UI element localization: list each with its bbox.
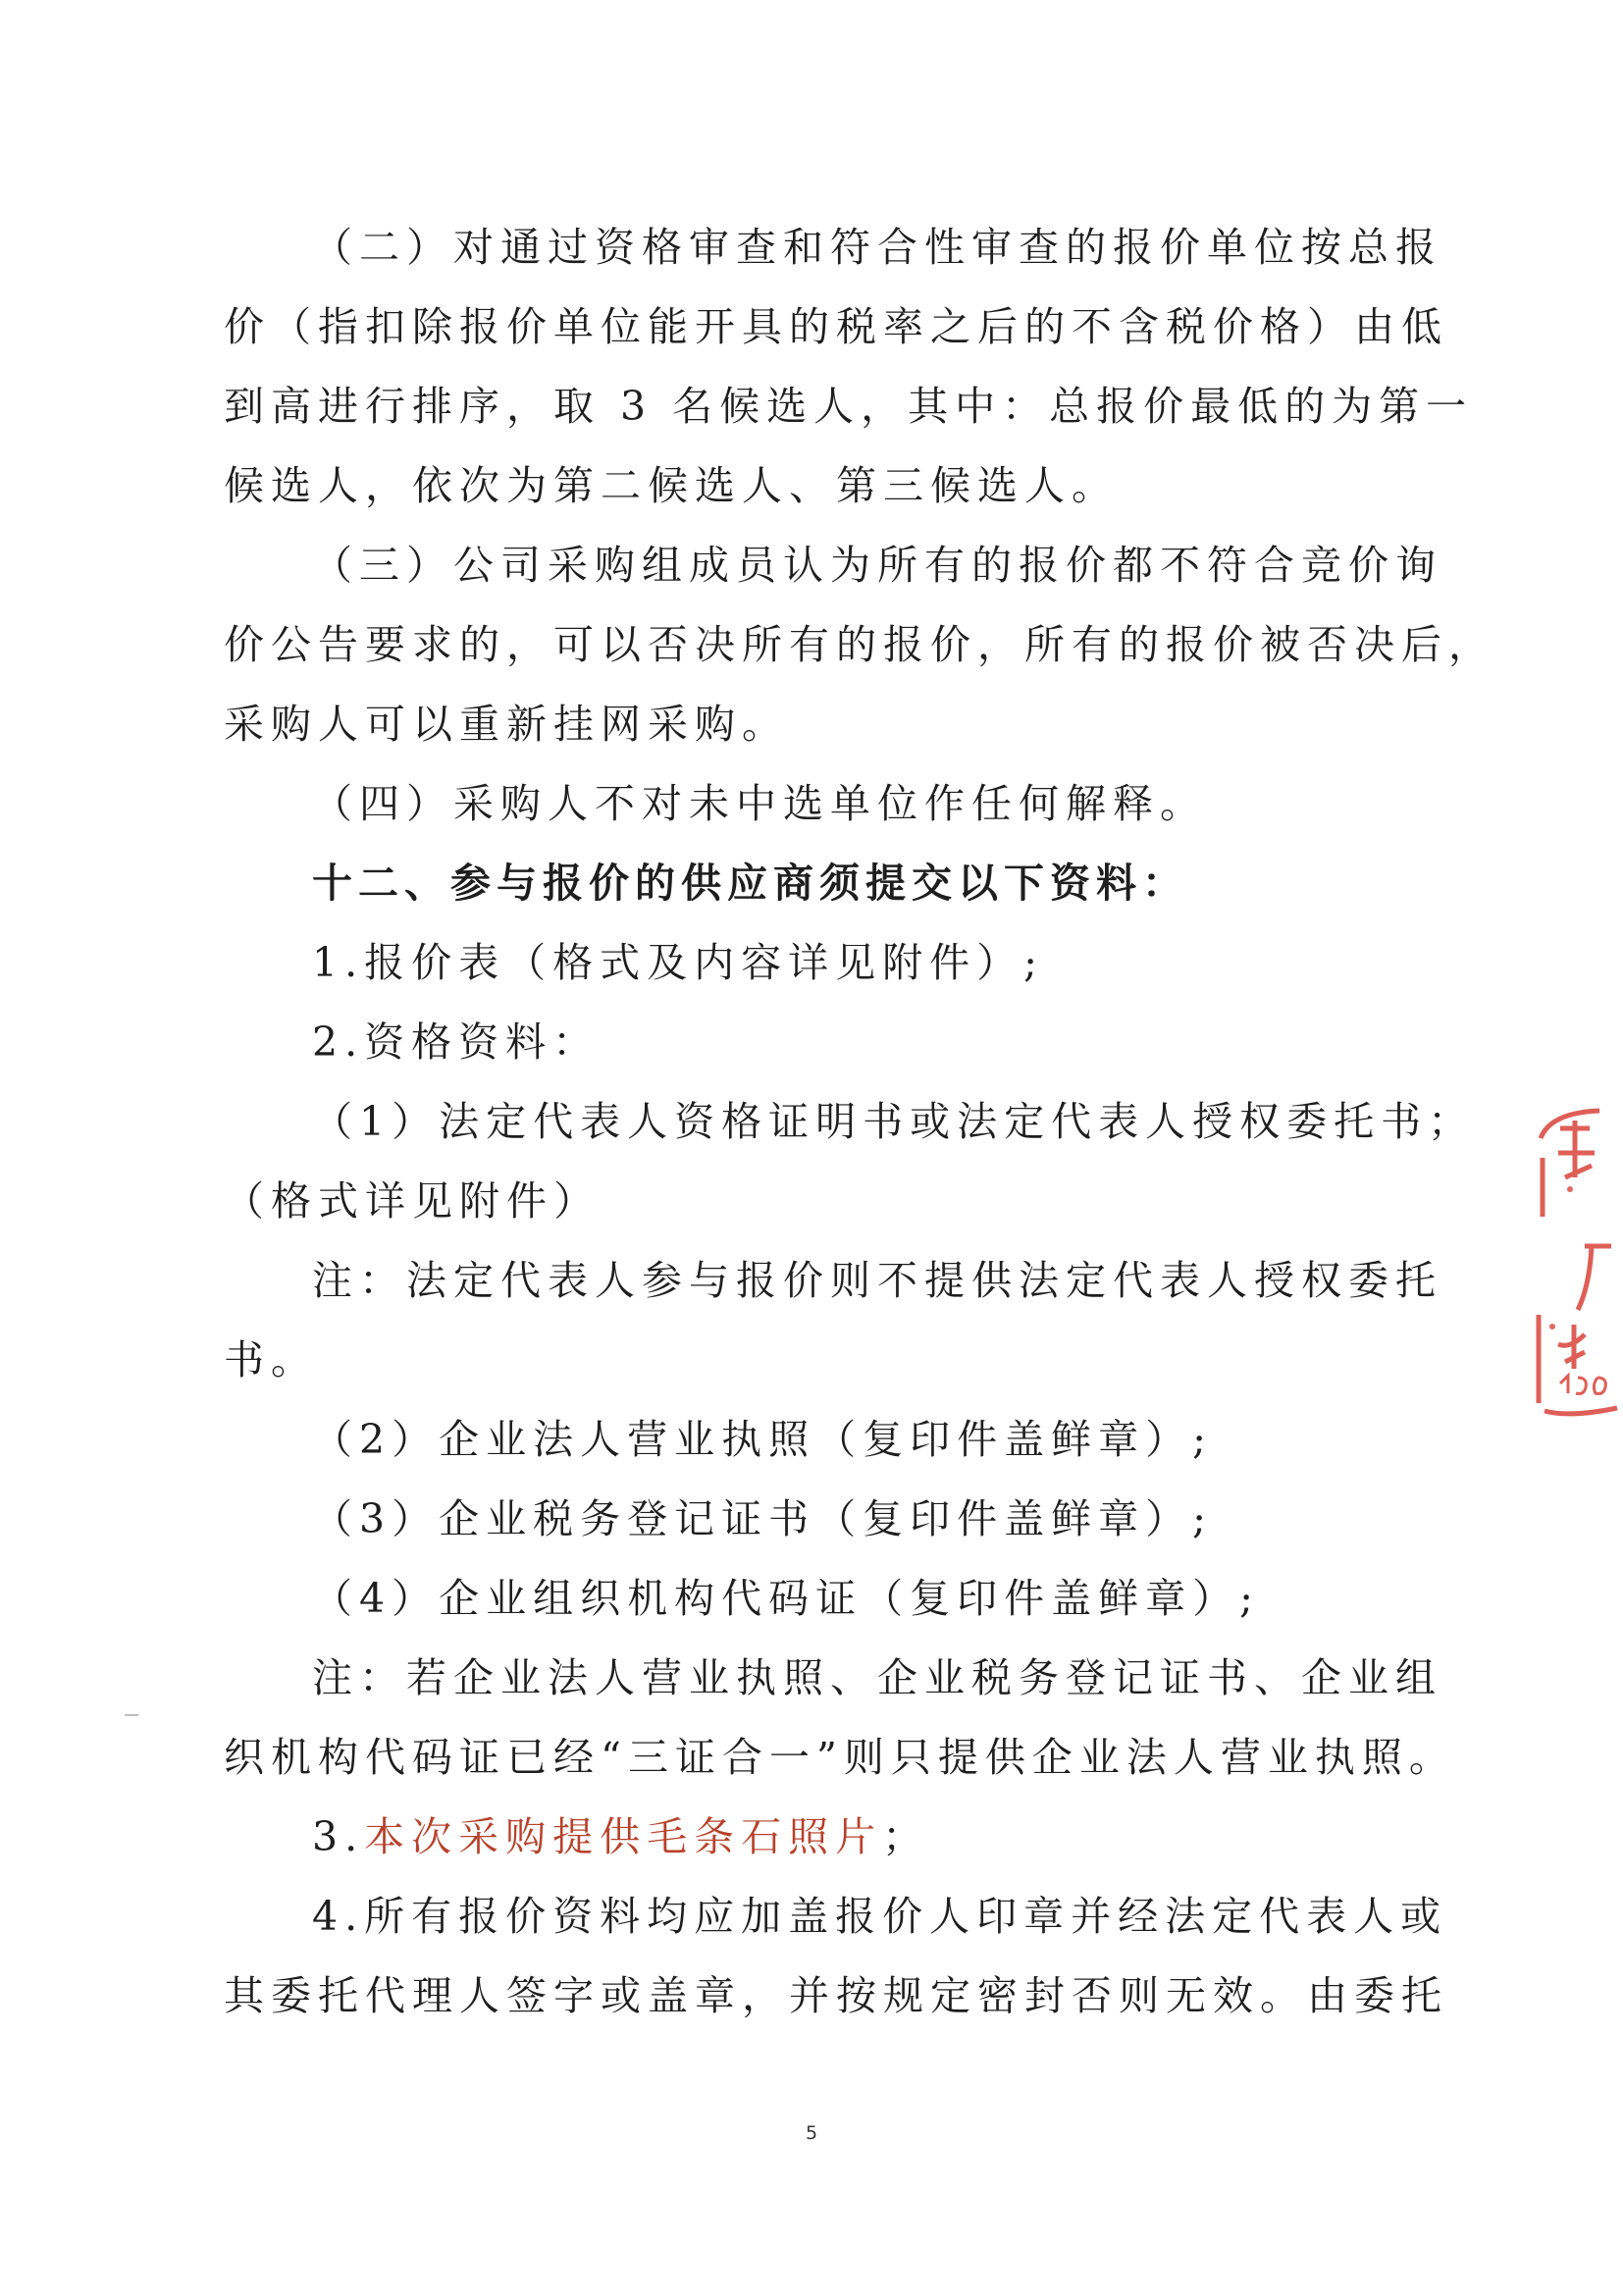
note-1-line-1: 注：法定代表人参与报价则不提供法定代表人授权委托: [312, 1257, 1442, 1304]
section-12-heading: 十二、参与报价的供应商须提交以下资料：: [312, 860, 1188, 907]
para-2-line-3: 到高进行排序，取 3 名候选人，其中：总报价最低的为第一: [224, 383, 1474, 430]
list-item-3: [312, 1811, 929, 1862]
list-item-2: 2.资格资料：: [312, 1018, 601, 1066]
list-item-2-1-line-2: （格式详见附件）: [224, 1177, 601, 1225]
list-item-3-punct: ；: [882, 1813, 930, 1860]
list-item-4-line-2: 其委托代理人签字或盖章，并按规定密封否则无效。由委托: [224, 1972, 1448, 2019]
list-item-2-4: （4）企业组织机构代码证（复印件盖鲜章）;: [312, 1575, 1260, 1622]
para-4-line-1: （四）采购人不对未中选单位作任何解释。: [312, 780, 1207, 827]
note-1-line-2: 书。: [224, 1336, 318, 1383]
red-seal-stamp-icon: [1531, 1099, 1623, 1423]
note-2-line-1: 注：若企业法人营业执照、企业税务登记证书、企业组: [312, 1654, 1442, 1701]
list-item-4-line-1: 4.所有报价资料均应加盖报价人印章并经法定代表人或: [312, 1893, 1448, 1940]
para-3-line-3: 采购人可以重新挂网采购。: [224, 701, 789, 748]
list-item-3-highlight: 本次采购提供毛条石照片: [364, 1813, 883, 1860]
list-item-2-2: （2）企业法人营业执照（复印件盖鲜章）;: [312, 1416, 1213, 1463]
list-item-2-3: （3）企业税务登记证书（复印件盖鲜章）;: [312, 1495, 1213, 1542]
list-item-1: 1.报价表（格式及内容详见附件）;: [312, 939, 1044, 986]
para-2-line-1: （二）对通过资格审查和符合性审查的报价单位按总报: [312, 224, 1442, 271]
para-2-line-2: 价（指扣除报价单位能开具的税率之后的不含税价格）由低: [224, 303, 1448, 350]
note-2-line-2: 织机构代码证已经“三证合一”则只提供企业法人营业执照。: [224, 1734, 1456, 1781]
page-number: 5: [805, 2122, 818, 2144]
scan-speck: [125, 1714, 138, 1716]
list-item-2-1-line-1: （1）法定代表人资格证明书或法定代表人授权委托书；: [312, 1098, 1476, 1145]
para-3-line-1: （三）公司采购组成员认为所有的报价都不符合竞价询: [312, 542, 1442, 589]
para-3-line-2: 价公告要求的，可以否决所有的报价，所有的报价被否决后，: [224, 621, 1495, 668]
list-item-3-number: 3.: [312, 1813, 365, 1860]
para-2-line-4: 候选人，依次为第二候选人、第三候选人。: [224, 462, 1119, 509]
